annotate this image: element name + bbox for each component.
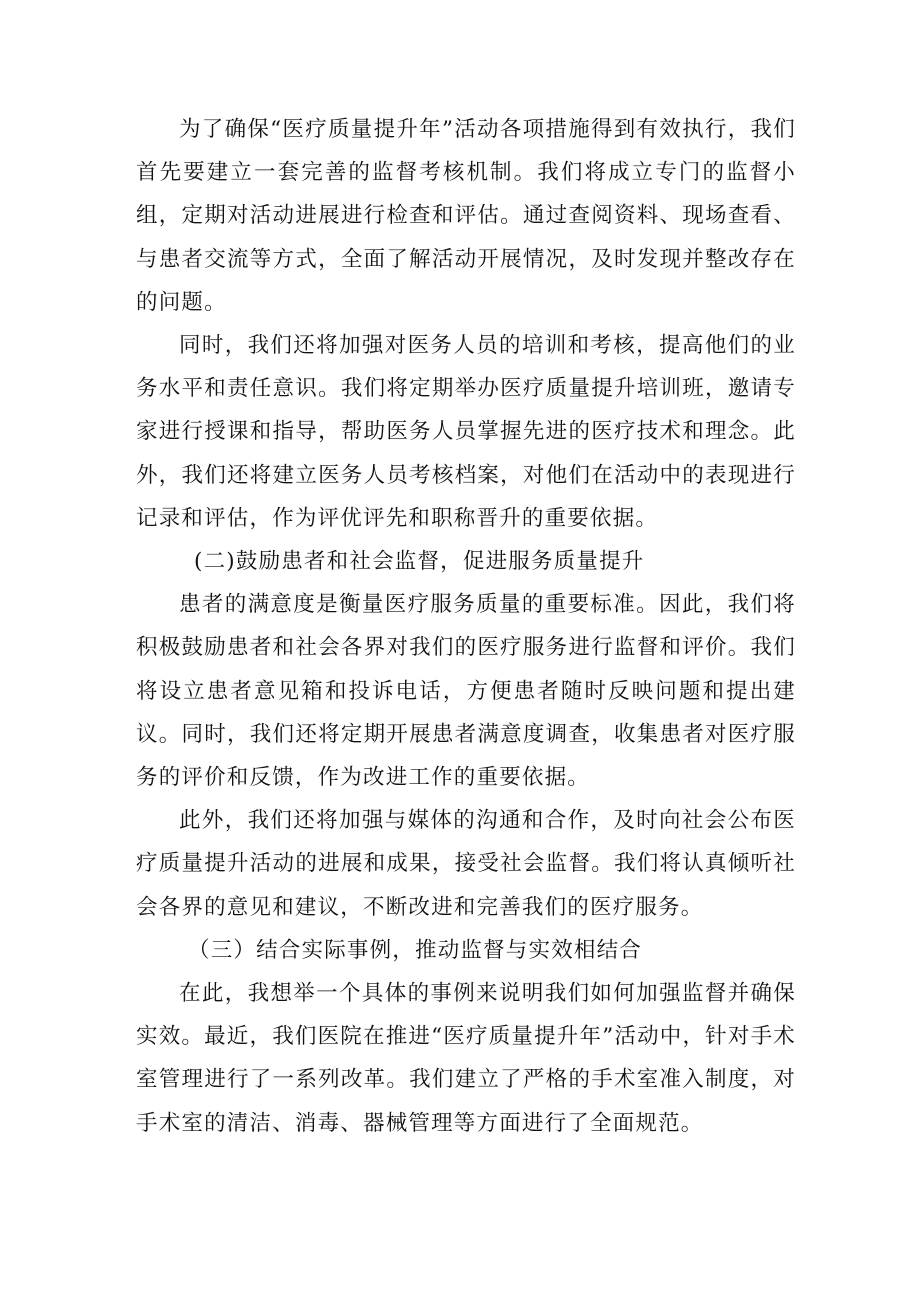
paragraph-staff-training: 同时，我们还将加强对医务人员的培训和考核，提高他们的业务水平和责任意识。我们将定期举办医疗质量提升培训班，邀请专家进行授课和指导，帮助医务人员掌握先进的医疗技术和理念。此外，我们还将建立医务人员考核档案，对他们在活动中的表现进行记录和评估，作为评优评先和职称晋升的重要依据。 bbox=[136, 333, 796, 531]
section-heading-3: （三）结合实际事例，推动监督与实效相结合 bbox=[188, 937, 643, 963]
document-body bbox=[136, 108, 796, 1145]
section-heading-2: (二)鼓励患者和社会监督，促进服务质量提升 bbox=[194, 549, 645, 575]
paragraph-supervision-mechanism: 为了确保“医疗质量提升年”活动各项措施得到有效执行，我们首先要建立一套完善的监督考核机制。我们将成立专门的监督小组，定期对活动进展进行检查和评估。通过查阅资料、现场查看、与患者交流等方式，全面了解活动开展情况，及时发现并整改存在的问题。 bbox=[136, 117, 796, 315]
paragraph-media-cooperation: 此外，我们还将加强与媒体的沟通和合作，及时向社会公布医疗质量提升活动的进展和成果，接受社会监督。我们将认真倾听社会各界的意见和建议，不断改进和完善我们的医疗服务。 bbox=[136, 808, 796, 920]
paragraph-patient-satisfaction: 患者的满意度是衡量医疗服务质量的重要标准。因此，我们将积极鼓励患者和社会各界对我们的医疗服务进行监督和评价。我们将设立患者意见箱和投诉电话，方便患者随时反映问题和提出建议。同时，我们还将定期开展患者满意度调查，收集患者对医疗服务的评价和反馈，作为改进工作的重要依据。 bbox=[136, 592, 796, 791]
paragraph-example-operating-room: 在此，我想举一个具体的事例来说明我们如何加强监督并确保实效。最近，我们医院在推进“医疗质量提升年”活动中，针对手术室管理进行了一系列改革。我们建立了严格的手术室准入制度，对手术室的清洁、消毒、器械管理等方面进行了全面规范。 bbox=[136, 981, 796, 1136]
